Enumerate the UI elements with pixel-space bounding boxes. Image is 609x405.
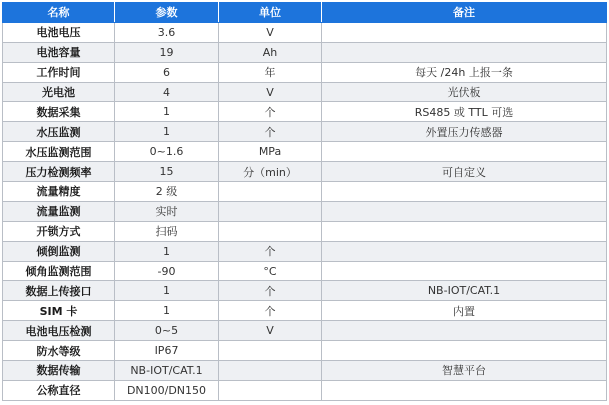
- cell-name: 电池电压: [3, 22, 115, 42]
- cell-param: 6: [115, 62, 219, 82]
- header-name: 名称: [3, 3, 115, 23]
- cell-note: [322, 321, 607, 341]
- table-header: [3, 3, 607, 23]
- cell-note: [322, 201, 607, 221]
- cell-note: [322, 182, 607, 202]
- cell-note: [322, 221, 607, 241]
- cell-param: DN100/DN150: [115, 380, 219, 400]
- cell-unit: 个: [219, 301, 322, 321]
- cell-unit: V: [219, 321, 322, 341]
- table-row: [3, 102, 607, 122]
- table-row: [3, 62, 607, 82]
- cell-param: 1: [115, 301, 219, 321]
- cell-param: -90: [115, 261, 219, 281]
- table-body: [3, 22, 607, 400]
- cell-unit: 个: [219, 122, 322, 142]
- table-row: [3, 142, 607, 162]
- cell-param: 实时: [115, 201, 219, 221]
- cell-name: 防水等级: [3, 341, 115, 361]
- cell-name: 光电池: [3, 82, 115, 102]
- cell-unit: [219, 380, 322, 400]
- cell-name: 流量精度: [3, 182, 115, 202]
- cell-param: 2 级: [115, 182, 219, 202]
- table-row: [3, 361, 607, 381]
- table-row: [3, 182, 607, 202]
- cell-param: NB-IOT/CAT.1: [115, 361, 219, 381]
- table-row: [3, 281, 607, 301]
- table-row: [3, 241, 607, 261]
- cell-note: [322, 142, 607, 162]
- cell-note: NB-IOT/CAT.1: [322, 281, 607, 301]
- cell-note: [322, 241, 607, 261]
- cell-param: 1: [115, 102, 219, 122]
- cell-note: [322, 261, 607, 281]
- cell-name: 开锁方式: [3, 221, 115, 241]
- cell-param: 4: [115, 82, 219, 102]
- table-row: [3, 82, 607, 102]
- cell-unit: [219, 361, 322, 381]
- table-row: [3, 380, 607, 400]
- cell-name: 数据上传接口: [3, 281, 115, 301]
- cell-name: 倾倒监测: [3, 241, 115, 261]
- table-row: [3, 261, 607, 281]
- cell-unit: 年: [219, 62, 322, 82]
- cell-note: 外置压力传感器: [322, 122, 607, 142]
- cell-param: IP67: [115, 341, 219, 361]
- cell-unit: °C: [219, 261, 322, 281]
- cell-note: 每天 /24h 上报一条: [322, 62, 607, 82]
- cell-note: [322, 380, 607, 400]
- cell-unit: [219, 182, 322, 202]
- cell-name: 数据采集: [3, 102, 115, 122]
- table-row: [3, 122, 607, 142]
- cell-unit: 个: [219, 281, 322, 301]
- cell-note: [322, 341, 607, 361]
- cell-name: 水压监测: [3, 122, 115, 142]
- cell-param: 1: [115, 281, 219, 301]
- cell-param: 1: [115, 122, 219, 142]
- cell-note: 内置: [322, 301, 607, 321]
- cell-name: 流量监测: [3, 201, 115, 221]
- cell-param: 0~1.6: [115, 142, 219, 162]
- cell-name: 电池容量: [3, 42, 115, 62]
- table-row: [3, 221, 607, 241]
- cell-name: 公称直径: [3, 380, 115, 400]
- cell-unit: [219, 221, 322, 241]
- table-row: [3, 162, 607, 182]
- header-row: [3, 3, 607, 23]
- cell-unit: V: [219, 82, 322, 102]
- header-note: 备注: [322, 3, 607, 23]
- table-row: [3, 321, 607, 341]
- cell-name: 工作时间: [3, 62, 115, 82]
- table-row: [3, 22, 607, 42]
- cell-name: 水压监测范围: [3, 142, 115, 162]
- cell-note: [322, 42, 607, 62]
- cell-param: 15: [115, 162, 219, 182]
- cell-unit: Ah: [219, 42, 322, 62]
- cell-name: 倾角监测范围: [3, 261, 115, 281]
- cell-param: 3.6: [115, 22, 219, 42]
- cell-unit: [219, 201, 322, 221]
- spec-table: [2, 2, 607, 401]
- cell-param: 1: [115, 241, 219, 261]
- cell-unit: V: [219, 22, 322, 42]
- cell-unit: [219, 341, 322, 361]
- cell-note: RS485 或 TTL 可选: [322, 102, 607, 122]
- cell-note: 光伏板: [322, 82, 607, 102]
- table-row: [3, 341, 607, 361]
- table-row: [3, 201, 607, 221]
- cell-note: 智慧平台: [322, 361, 607, 381]
- cell-param: 扫码: [115, 221, 219, 241]
- cell-note: 可自定义: [322, 162, 607, 182]
- table-row: [3, 301, 607, 321]
- cell-name: 数据传输: [3, 361, 115, 381]
- cell-unit: 个: [219, 241, 322, 261]
- cell-unit: 分（min）: [219, 162, 322, 182]
- cell-unit: 个: [219, 102, 322, 122]
- cell-note: [322, 22, 607, 42]
- cell-param: 0~5: [115, 321, 219, 341]
- table-row: [3, 42, 607, 62]
- cell-name: 压力检测频率: [3, 162, 115, 182]
- cell-param: 19: [115, 42, 219, 62]
- cell-unit: MPa: [219, 142, 322, 162]
- header-unit: 单位: [219, 3, 322, 23]
- cell-name: 电池电压检测: [3, 321, 115, 341]
- header-param: 参数: [115, 3, 219, 23]
- cell-name: SIM 卡: [3, 301, 115, 321]
